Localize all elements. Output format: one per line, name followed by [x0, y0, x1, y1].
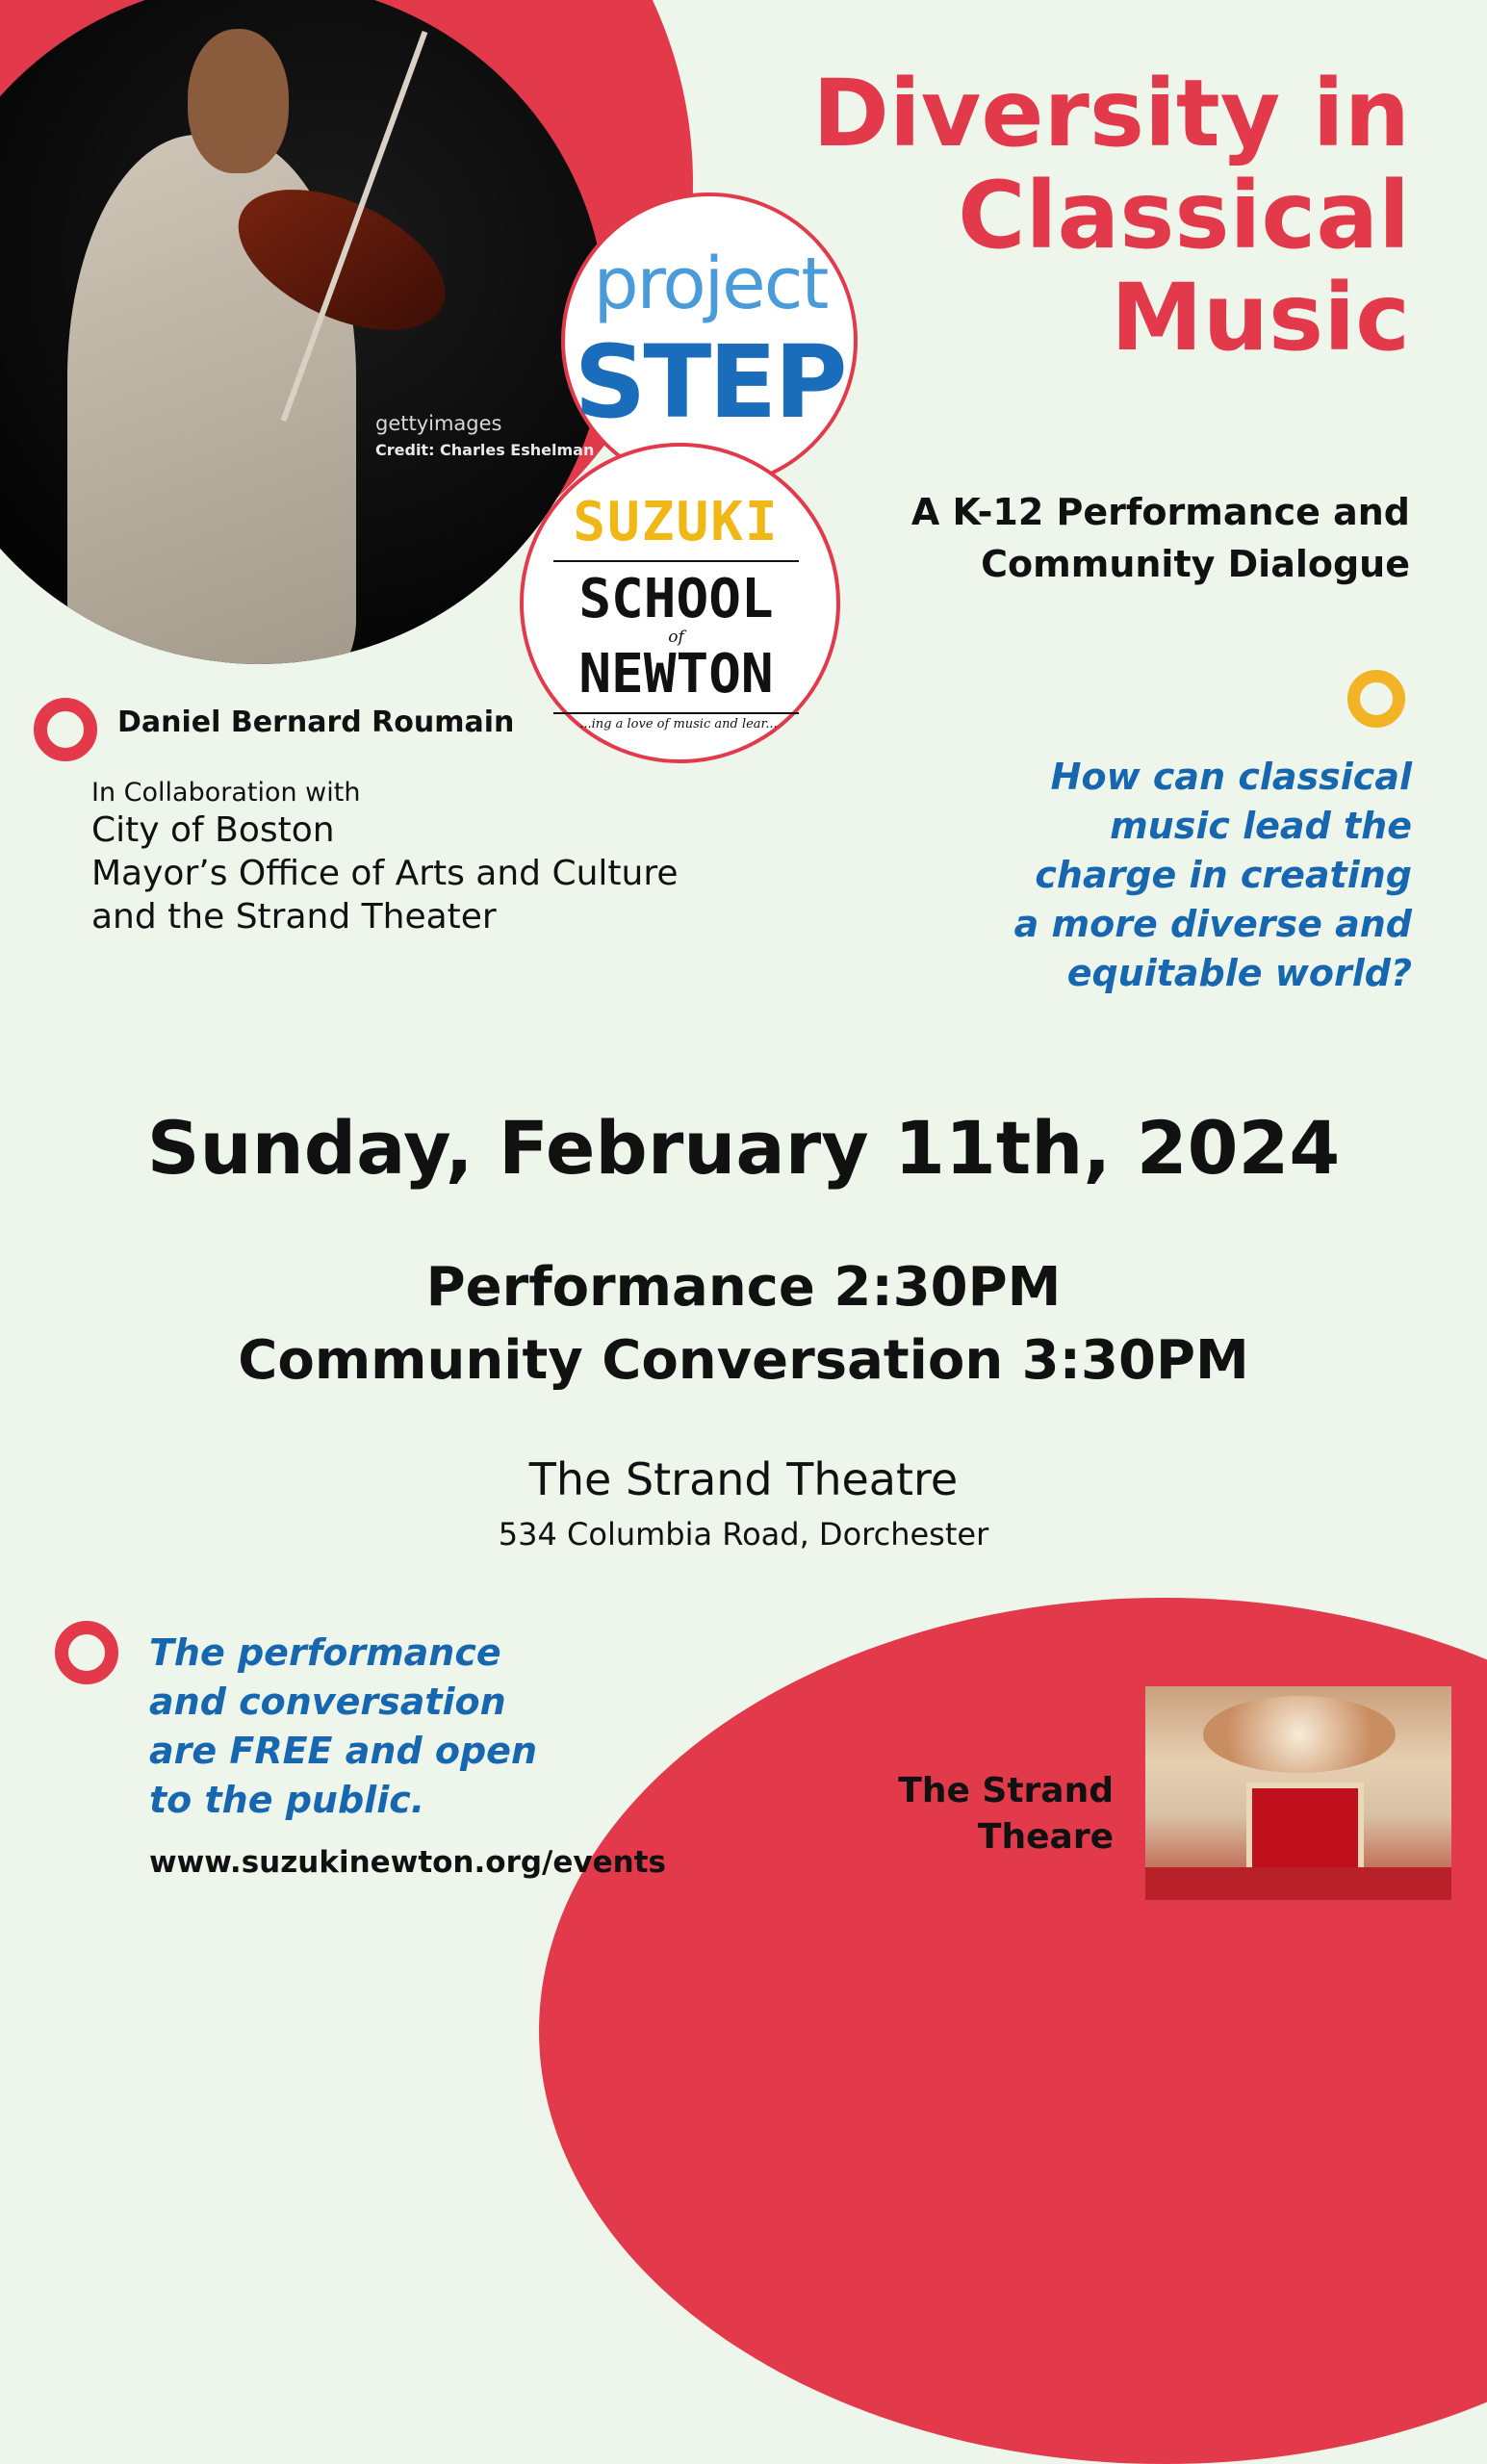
title-line: Classical — [958, 162, 1410, 270]
event-times — [0, 1251, 1487, 1398]
strand-theatre-label — [898, 1768, 1114, 1861]
collaboration-line: and the Strand Theater — [91, 897, 497, 937]
suzuki-logo-of: of — [668, 628, 684, 647]
suzuki-logo-rule — [553, 560, 799, 562]
collaboration-intro: In Collaboration with — [91, 778, 361, 808]
event-time-line: Performance 2:30PM — [425, 1256, 1062, 1319]
suzuki-logo-line2: SCHOOL — [578, 568, 774, 630]
suzuki-logo-line3: NEWTON — [578, 643, 774, 706]
project-step-logo-line1: project — [593, 243, 828, 325]
events-url-link[interactable]: www.suzukinewton.org/events — [149, 1845, 666, 1880]
suzuki-logo-rule — [553, 712, 799, 714]
theatre-dome — [1203, 1696, 1396, 1773]
title-line: Music — [1111, 264, 1410, 372]
collaboration-line: City of Boston — [91, 810, 335, 850]
violinist-head — [188, 29, 289, 173]
question-line: charge in creating — [1035, 854, 1412, 896]
free-note-line: to the public. — [149, 1779, 425, 1821]
photo-watermark: gettyimages — [375, 412, 502, 435]
title-line: Diversity in — [812, 60, 1410, 167]
free-admission-note — [149, 1629, 537, 1825]
poster-title — [812, 60, 1410, 372]
red-ring-bullet — [34, 698, 97, 761]
suzuki-logo-tagline: ...ing a love of music and lear... — [579, 717, 778, 732]
project-step-logo-line2: STEP — [574, 323, 845, 441]
strand-label-line: Theare — [977, 1817, 1114, 1857]
framing-question — [911, 753, 1412, 998]
photo-credit: Credit: Charles Eshelman — [375, 441, 595, 459]
strand-label-line: The Strand — [898, 1771, 1114, 1810]
strand-theatre-photo — [1145, 1686, 1451, 1900]
question-line: a more diverse and — [1013, 903, 1412, 945]
event-address: 534 Columbia Road, Dorchester — [498, 1516, 989, 1553]
violinist-photo — [0, 0, 606, 664]
collaboration-partners — [91, 808, 679, 938]
theatre-seats — [1145, 1867, 1451, 1900]
event-time-line: Community Conversation 3:30PM — [238, 1329, 1249, 1392]
free-note-line: are FREE and open — [149, 1730, 538, 1772]
free-note-line: The performance — [149, 1631, 501, 1674]
event-venue: The Strand Theatre — [528, 1453, 959, 1505]
question-line: music lead the — [1110, 805, 1412, 847]
question-line: equitable world? — [1066, 952, 1412, 994]
subtitle-line: Community Dialogue — [981, 543, 1410, 585]
free-note-line: and conversation — [149, 1681, 506, 1723]
artist-name: Daniel Bernard Roumain — [117, 706, 515, 739]
question-line: How can classical — [1050, 756, 1412, 798]
event-date: Sunday, February 11th, 2024 — [146, 1105, 1341, 1191]
subtitle-line: A K-12 Performance and — [910, 491, 1410, 533]
suzuki-logo-line1: SUZUKI — [573, 491, 780, 553]
yellow-ring-bullet — [1347, 670, 1405, 728]
theatre-stage — [1246, 1783, 1364, 1881]
collaboration-line: Mayor’s Office of Arts and Culture — [91, 854, 679, 893]
red-ring-bullet — [55, 1621, 118, 1684]
poster-subtitle — [911, 486, 1410, 590]
